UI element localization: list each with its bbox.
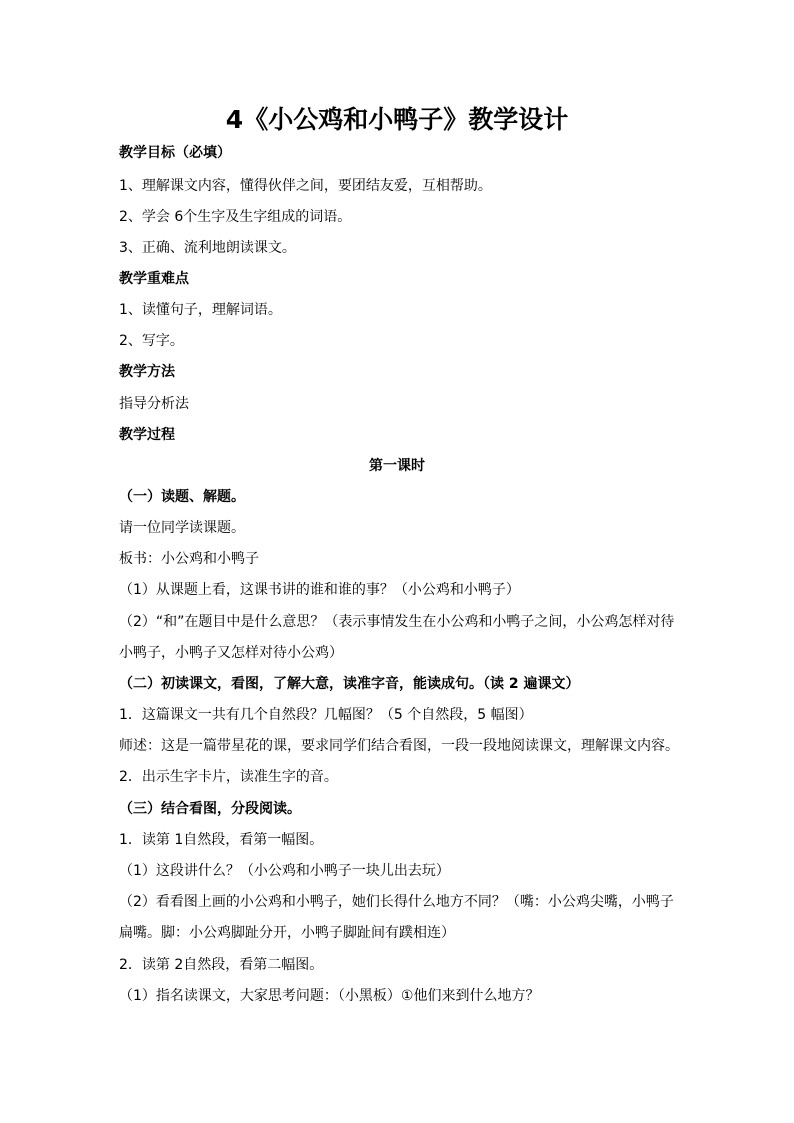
section-heading-methods: 教学方法 (119, 364, 175, 380)
section-heading-objectives: 教学目标（必填） (119, 145, 231, 161)
document-title: 4《小公鸡和小鸭子》教学设计 (225, 105, 569, 134)
paragraph-line: 2．出示生字卡片，读准生字的音。 (119, 769, 338, 785)
step-heading-1: （一）读题、解题。 (119, 489, 245, 505)
paragraph-line: 板书：小公鸡和小鸭子 (119, 551, 259, 567)
objective-3: 3、正确、流利地朗读课文。 (119, 240, 296, 256)
paragraph-line: 1．这篇课文一共有几个自然段？几幅图？（5 个自然段，5 幅图） (119, 707, 533, 723)
paragraph-line: 小鸭子，小鸭子又怎样对待小公鸡） (119, 645, 343, 661)
method-text: 指导分析法 (119, 396, 189, 412)
lesson-heading: 第一课时 (369, 458, 425, 474)
paragraph-line: 扁嘴。脚：小公鸡脚趾分开，小鸭子脚趾间有蹼相连） (119, 925, 455, 941)
key-point-2: 2、写字。 (119, 333, 184, 349)
key-point-1: 1、读懂句子，理解词语。 (119, 302, 282, 318)
paragraph-line: （1）这段讲什么？（小公鸡和小鸭子一块儿出去玩） (119, 863, 450, 879)
paragraph-line: （2）“和”在题目中是什么意思？（表示事情发生在小公鸡和小鸭子之间，小公鸡怎样对待 (119, 614, 675, 630)
paragraph-line: 请一位同学读课题。 (119, 520, 245, 536)
step-heading-3: （三）结合看图，分段阅读。 (119, 801, 301, 817)
objective-2: 2、学会 6个生字及生字组成的词语。 (119, 209, 352, 225)
objective-1: 1、理解课文内容，懂得伙伴之间，要团结友爱，互相帮助。 (119, 178, 492, 194)
paragraph-line: （2）看看图上画的小公鸡和小鸭子，她们长得什么地方不同？（嘴：小公鸡尖嘴，小鸭子 (119, 894, 674, 910)
paragraph-line: 师述：这是一篇带星花的课，要求同学们结合看图，一段一段地阅读课文，理解课文内容。 (119, 738, 679, 754)
paragraph-line: （1）从课题上看，这课书讲的谁和谁的事？（小公鸡和小鸭子） (119, 582, 520, 598)
paragraph-line: 1．读第 1自然段，看第一幅图。 (119, 832, 324, 848)
step-heading-2: （二）初读课文，看图，了解大意，读准字音，能读成句。（读 2 遍课文） (119, 676, 580, 692)
section-heading-key-points: 教学重难点 (119, 271, 189, 287)
paragraph-line: 2．读第 2自然段，看第二幅图。 (119, 957, 324, 973)
section-heading-process: 教学过程 (119, 427, 175, 443)
paragraph-line: （1）指名读课文，大家思考问题：（小黑板）①他们来到什么地方？ (119, 988, 540, 1004)
